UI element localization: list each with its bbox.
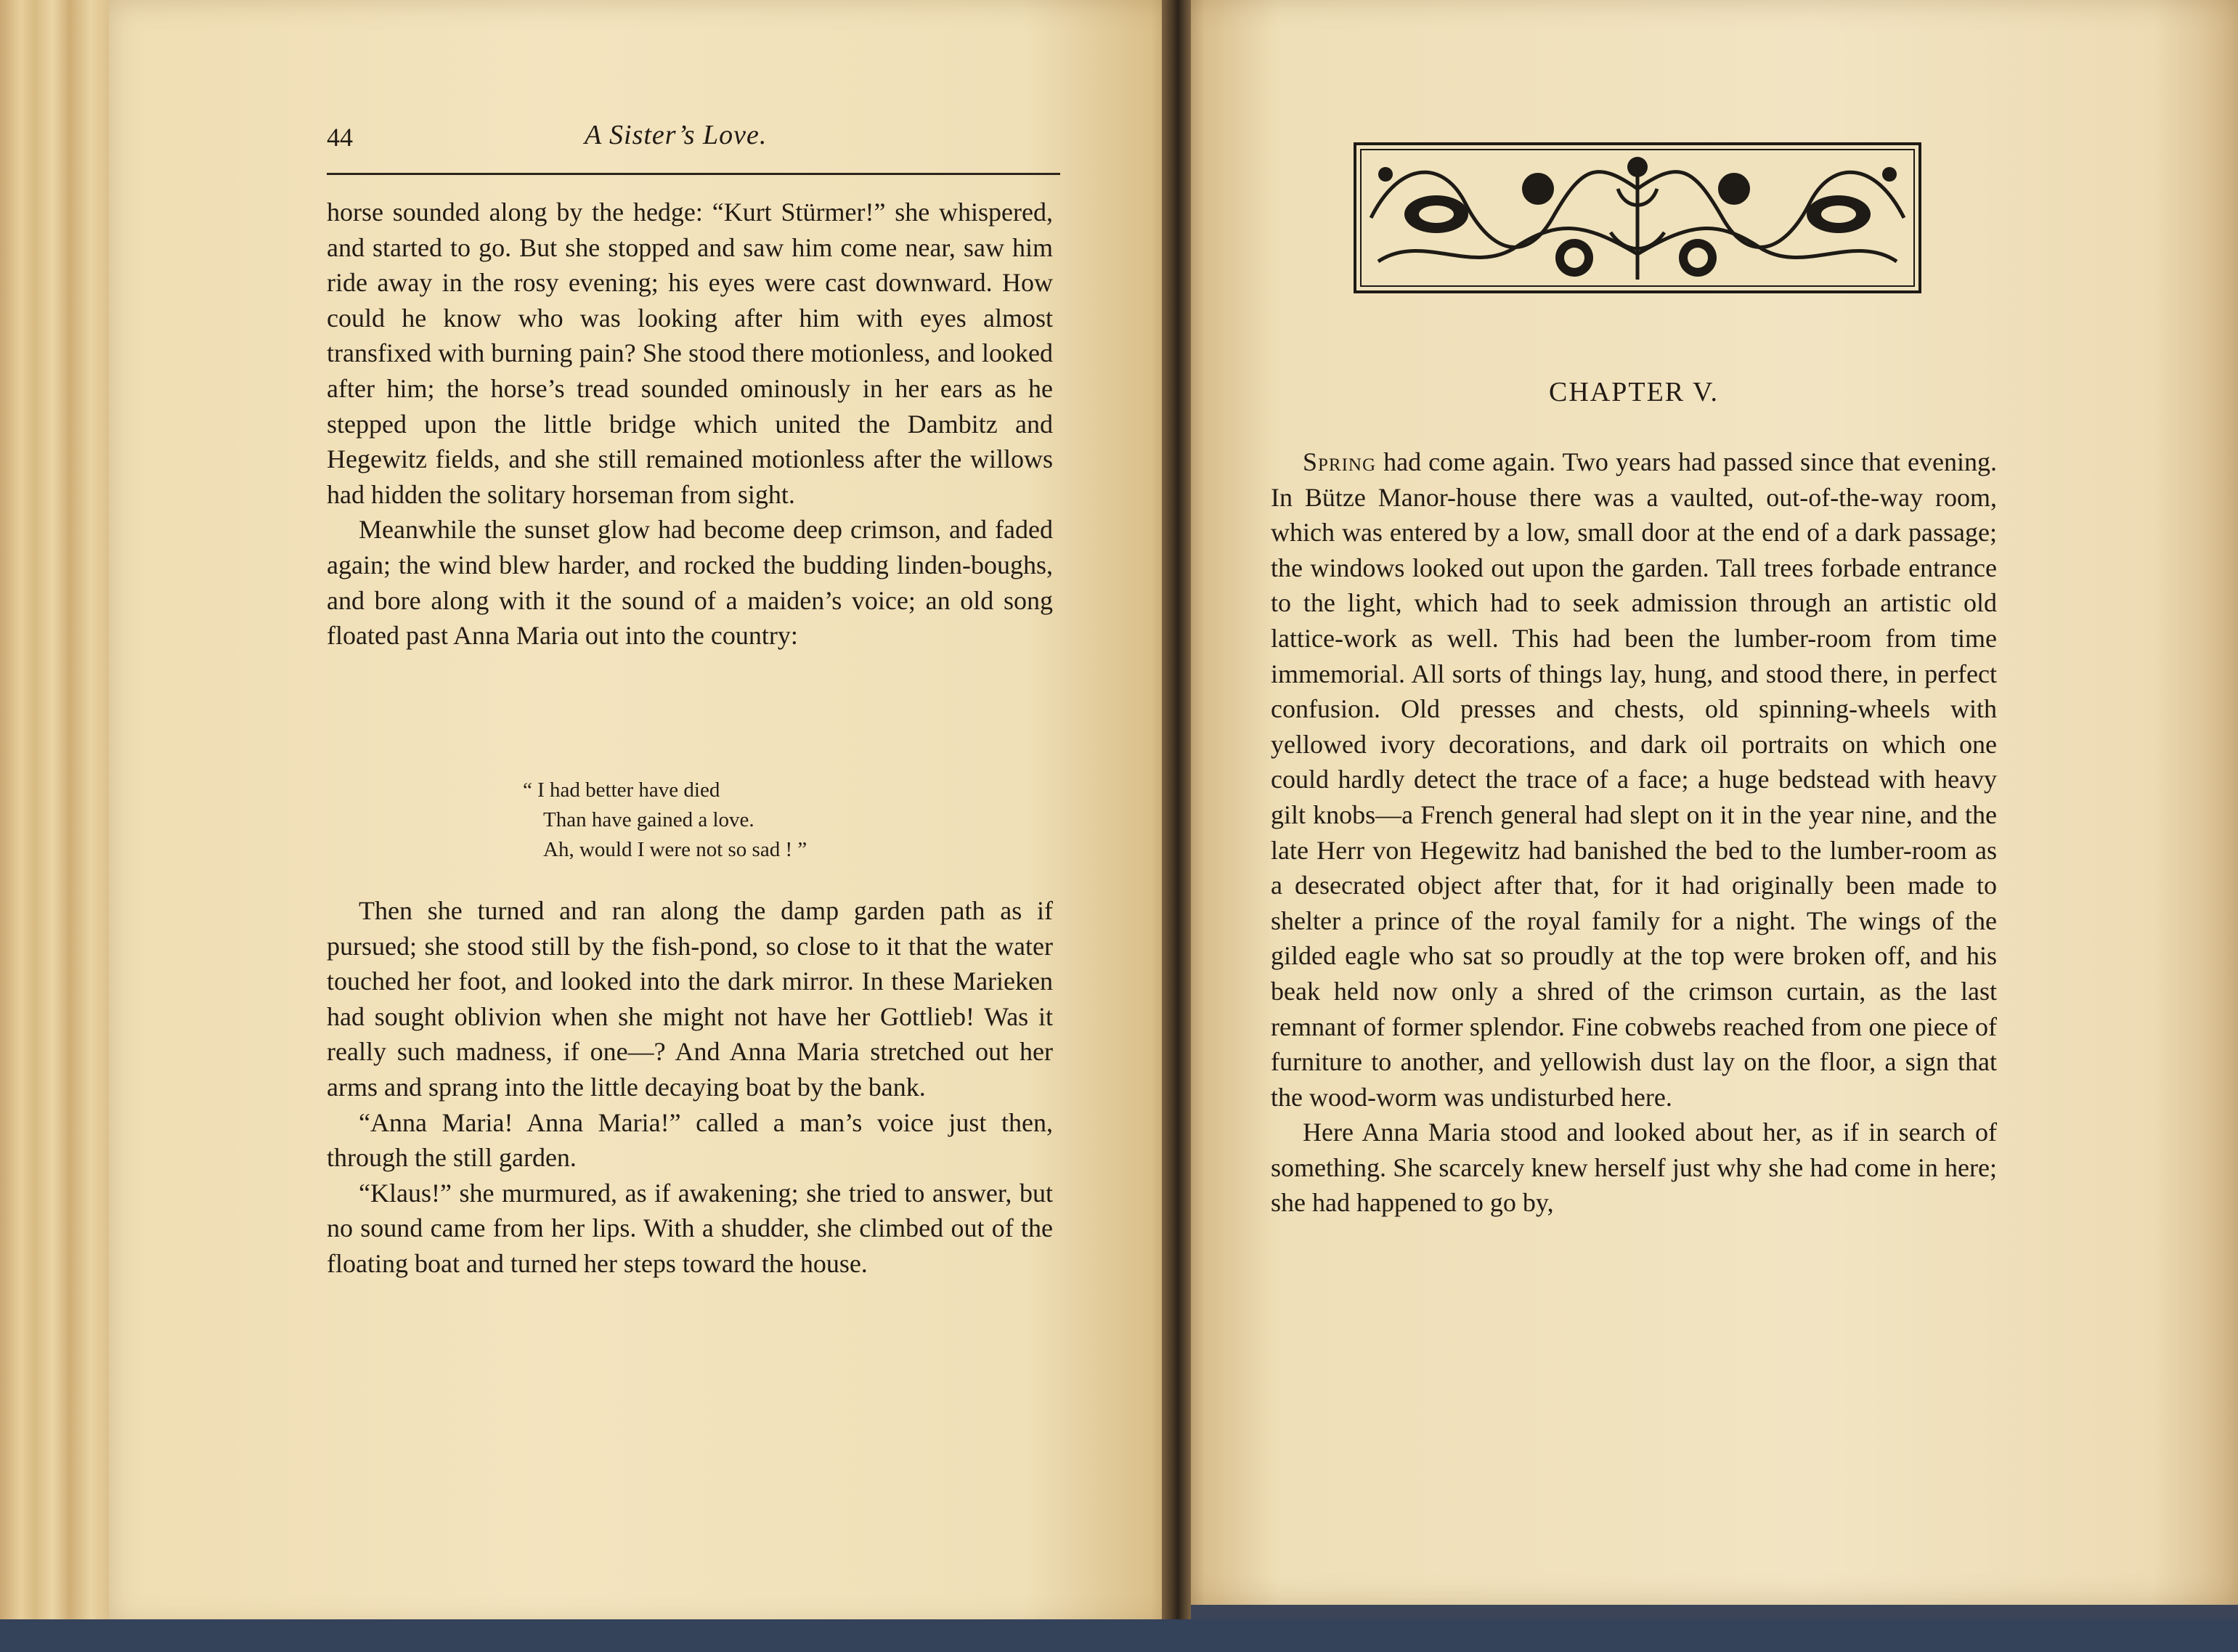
book-gutter (1162, 0, 1191, 1652)
left-text-lower (327, 893, 1053, 1282)
first-word: Spring (1303, 447, 1377, 476)
paragraph: Then she turned and ran along the damp garden path as if pursued; she stood still by the fish-pond, so close to it that the water touched her foot, and looked into the dark mirror. In these Marieken had sought oblivion when she might not have her Gottlieb! Was it really such madness, if one—? And Anna Maria stretched out her arms and sprang into the little decaying boat by the bank. (327, 896, 1053, 1102)
paragraph (1271, 444, 1997, 1115)
running-title: A Sister’s Love. (585, 120, 768, 150)
running-head (327, 115, 1060, 175)
verse-line: Than have gained a love. (543, 808, 754, 831)
paragraph: Meanwhile the sunset glow had become deep crimson, and faded again; the wind blew harder, and rocked the budding linden-boughs, and bore along with it the sound of a maiden’s voice; an old song floated past Anna Maria out into the country: (327, 515, 1053, 651)
left-text-upper (327, 195, 1053, 654)
paragraph: Here Anna Maria stood and looked about her, as if in search of something. She scarcely knew herself just why she had come in here; she had happened to go by, (1271, 1118, 1997, 1218)
cover-board (0, 1619, 2238, 1652)
page-number: 44 (327, 123, 353, 152)
paragraph: “Klaus!” she murmured, as if awakening; she tried to answer, but no sound came from her lips. With a shudder, she climbed out of the floating boat and turned her steps toward the house. (327, 1178, 1053, 1278)
page-edges (0, 0, 116, 1652)
song-verse (523, 776, 929, 865)
verse-line: Ah, would I were not so sad ! ” (543, 838, 807, 861)
verse-line: “ I had better have died (523, 778, 720, 802)
chapter-heading: CHAPTER V. (1549, 377, 1719, 407)
paragraph-text: had come again. Two years had passed since that evening. In Bütze Manor-house there was a vaulted, out-of-the-way room, which was entered by a low, small door at the end of a dark passage; the windows looked out upon the garden. Tall trees forbade entrance to the light, which had to seek admission through an artistic old lattice-work as well. This had been the lumber-room from time immemorial. All sorts of things lay, hung, and stood there, in perfect confusion. Old presses and chests, old spinning-wheels with yellowed ivory decorations, and dark oil portraits on which one could hardly detect the trace of a face; a huge bedstead with heavy gilt knobs—a French general had slept on it in the year nine, and the late Herr von Hegewitz had banished the bed to the lumber-room as a desecrated object after that, for it had originally been made to shelter a prince of the royal family for a night. The wings of the gilded eagle who sat so proudly at the top were broken off, and his beak held now only a shred of the crimson curtain, as the last remnant of former splendor. Fine cobwebs reached from one piece of furniture to another, and yellowish dust lay on the floor, a sign that the wood-worm was undisturbed here. (1271, 447, 1997, 1112)
right-text (1271, 444, 1997, 1221)
paragraph: “Anna Maria! Anna Maria!” called a man’s voice just then, through the still garden. (327, 1107, 1053, 1173)
paragraph: horse sounded along by the hedge: “Kurt Stürmer!” she whispered, and started to go. But she stopped and saw him come near, saw him ride away in the rosy evening; his eyes were cast downward. How could he know who was looking after him with eyes almost transfixed with burning pain? She stood there motionless, and looked after him; the horse’s tread sounded ominously in her ears as he stepped upon the little bridge which united the Dambitz and Hegewitz fields, and she still remained motionless after the willows had hidden the solitary horseman from sight. (327, 198, 1053, 509)
decorative-headpiece-icon (1354, 142, 1921, 293)
